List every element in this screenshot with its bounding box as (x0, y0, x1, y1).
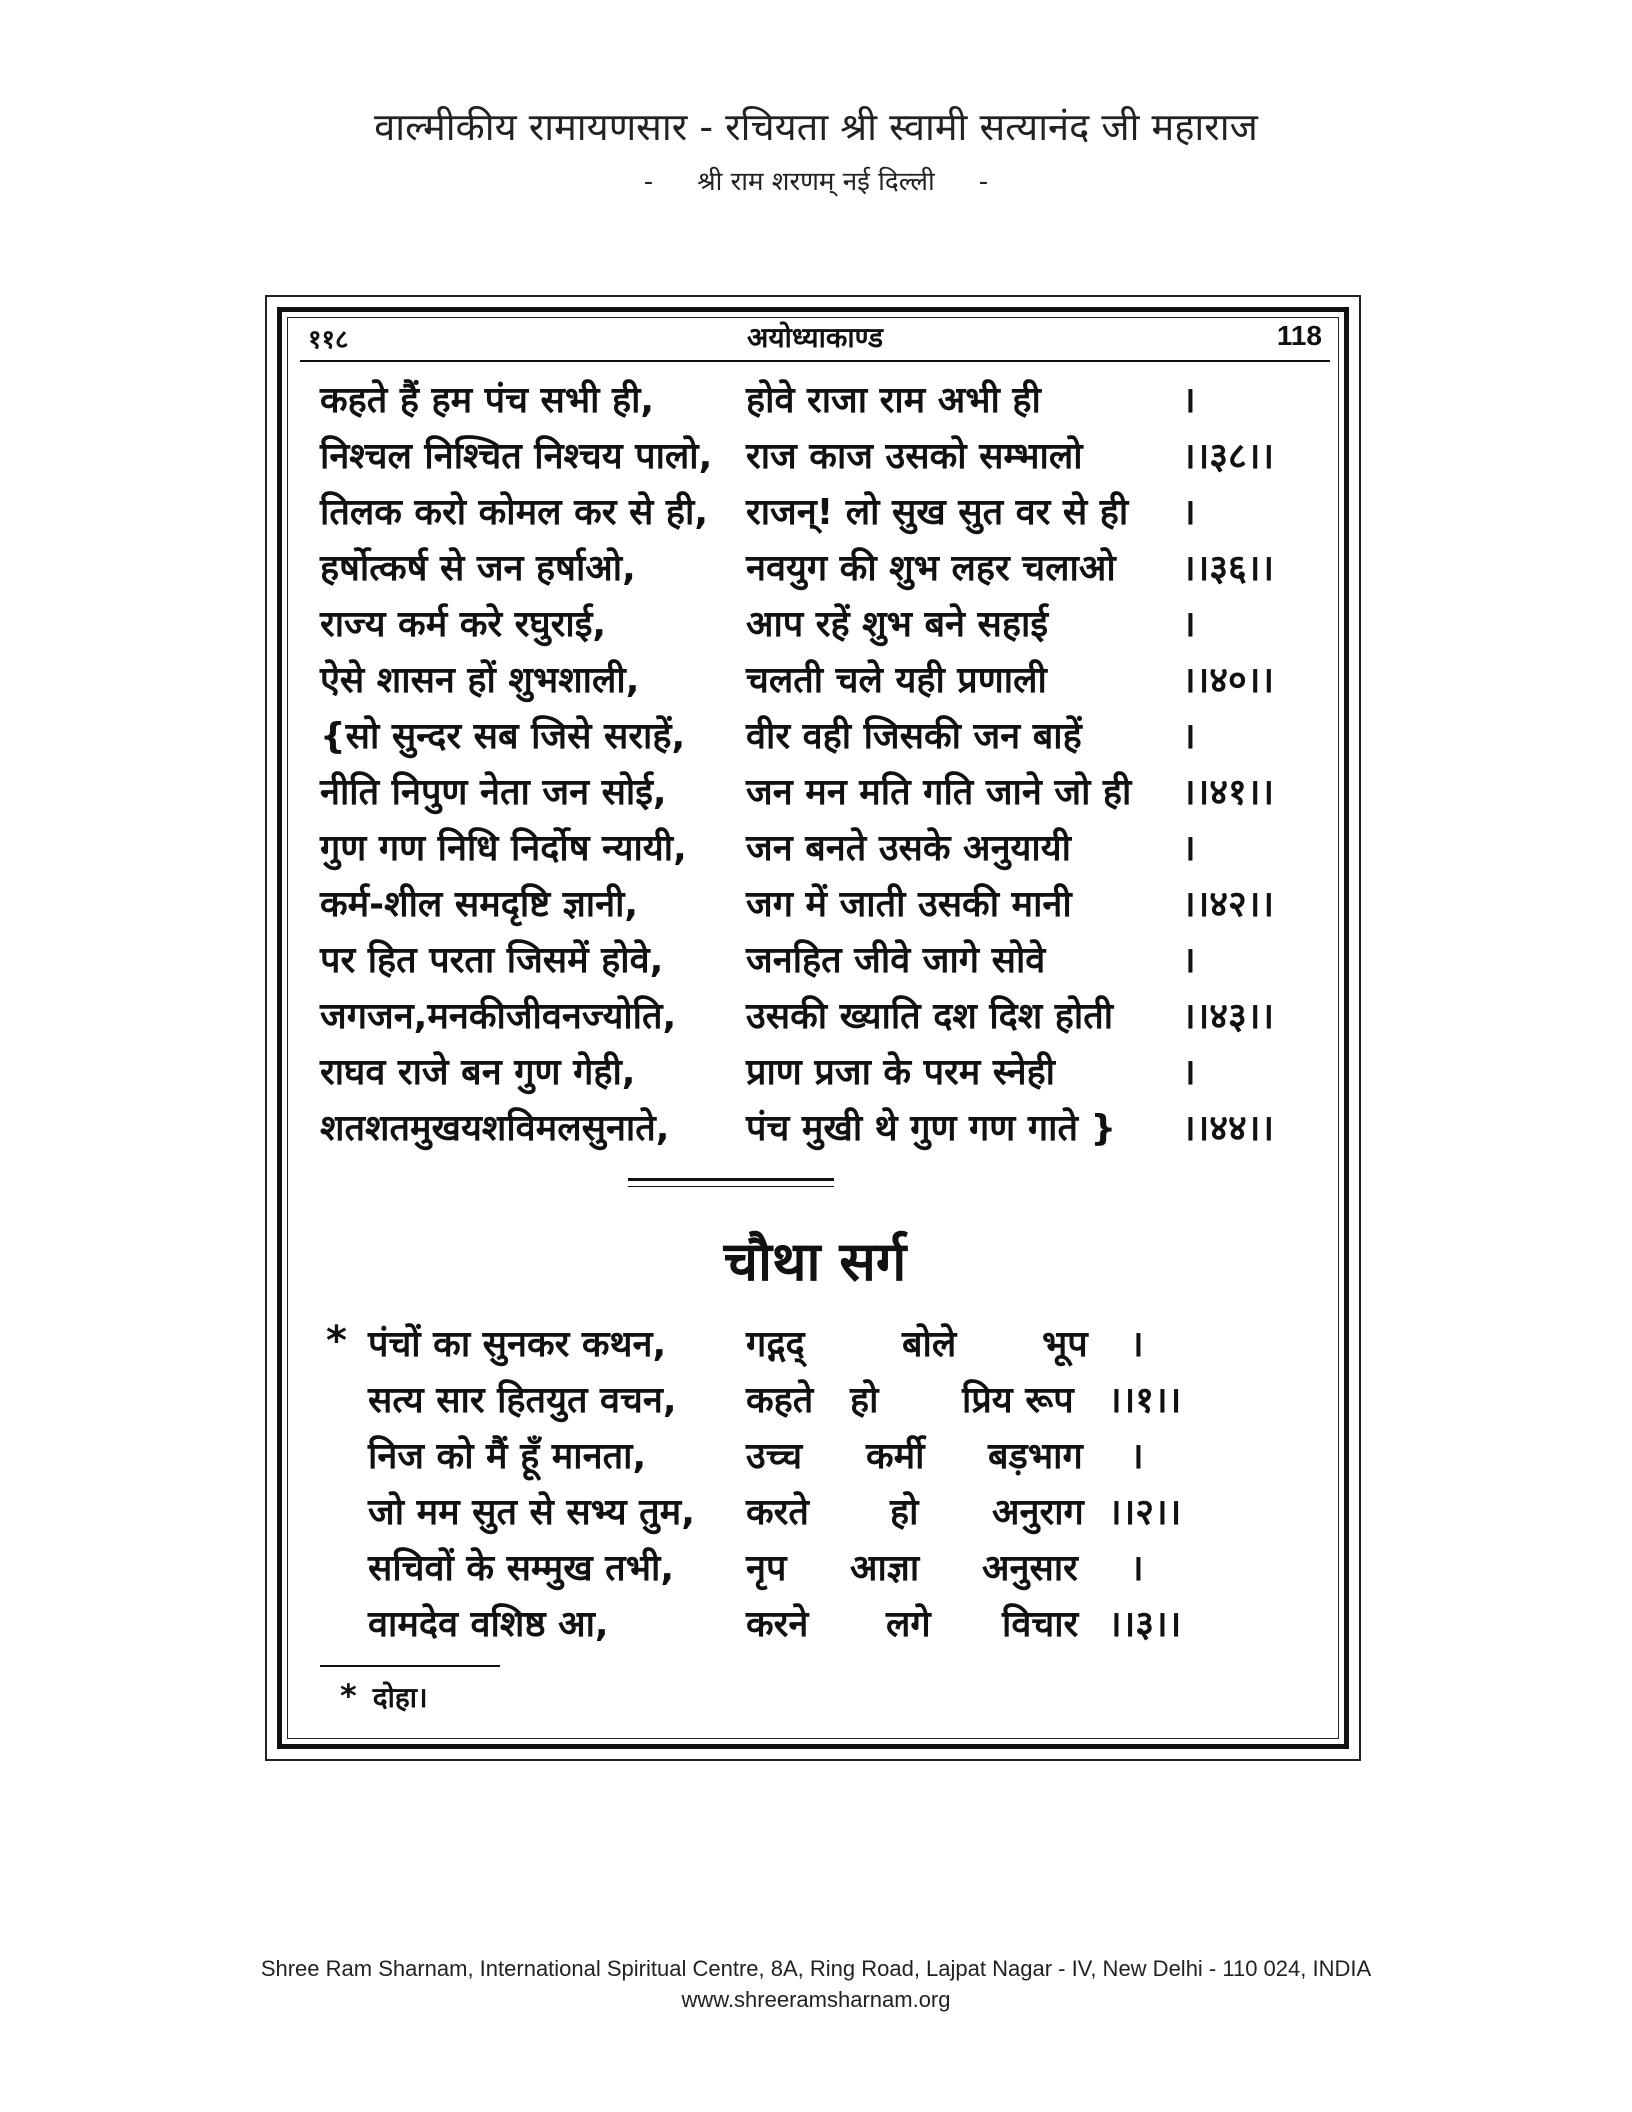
footnote-text: दोहा। (372, 1681, 428, 1714)
page-number-hindi: ११८ (308, 325, 349, 355)
doha-first-half: पंचों का सुनकर कथन, (368, 1324, 667, 1365)
verse-number: ।।४०।। (1182, 660, 1275, 701)
subtitle-dash-left: - (643, 167, 654, 197)
verse-first-half: जगजन,मनकीजीवनज्योति, (320, 996, 677, 1037)
verse-line (320, 990, 1320, 1040)
doha-word: करने (746, 1604, 809, 1645)
doha-word: बड़भाग (988, 1436, 1083, 1477)
verse-number: । (1182, 716, 1196, 757)
footnote-asterisk-icon: * (340, 1677, 357, 1715)
doha-word: नृप (746, 1548, 787, 1589)
doha-word: अनुसार (982, 1548, 1078, 1589)
verse-first-half: तिलक करो कोमल कर से ही, (320, 492, 708, 533)
verse-number: । (1182, 380, 1196, 421)
doha-line (368, 1542, 1368, 1592)
page-number-english: 118 (1276, 320, 1322, 351)
verse-line (320, 766, 1320, 816)
verse-number: ।।४१।। (1182, 772, 1275, 813)
doha-number: ।।३।। (1108, 1604, 1182, 1645)
subtitle-text: श्री राम शरणम् नई दिल्ली (697, 167, 935, 197)
footnote-rule (320, 1665, 500, 1667)
doha-word: प्रिय रूप (962, 1380, 1074, 1421)
verse-number: ।।४२।। (1182, 884, 1275, 925)
doha-word: आज्ञा (850, 1548, 920, 1589)
verse-first-half: निश्चल निश्चित निश्चय पालो, (320, 436, 713, 477)
verse-number: ।।४३।। (1182, 996, 1275, 1037)
verse-line (320, 542, 1320, 592)
verse-first-half: नीति निपुण नेता जन सोई, (320, 772, 667, 813)
verse-number: । (1182, 828, 1196, 869)
verse-second-half: जग में जाती उसकी मानी (746, 884, 1072, 925)
verse-line (320, 1046, 1320, 1096)
verse-line (320, 934, 1320, 984)
verse-first-half: {सो सुन्दर सब जिसे सराहें, (320, 716, 686, 757)
verse-first-half: राघव राजे बन गुण गेही, (320, 1052, 636, 1093)
page-running-head (300, 316, 1330, 356)
verse-line (320, 430, 1320, 480)
verse-first-half: शतशतमुखयशविमलसुनाते, (320, 1108, 670, 1149)
verse-number: । (1182, 940, 1196, 981)
verse-second-half: जनहित जीवे जागे सोवे (746, 940, 1046, 981)
verse-line (320, 710, 1320, 760)
doha-first-half: सचिवों के सम्मुख तभी, (368, 1548, 675, 1589)
verse-second-half: उसकी ख्याति दश दिश होती (746, 996, 1114, 1037)
doha-first-half: निज को मैं हूँ मानता, (368, 1436, 647, 1477)
doha-number: ।।२।। (1108, 1492, 1182, 1533)
publisher-address: Shree Ram Sharnam, International Spiritual Centre, 8A, Ring Road, Lajpat Nagar - IV, New Delhi - 110 024, INDIA (260, 1956, 1372, 1981)
verse-line (320, 598, 1320, 648)
section-separator-thick (628, 1178, 834, 1181)
doha-word: करते (746, 1492, 809, 1533)
doha-word: गद्गद् (746, 1324, 805, 1365)
verse-line (320, 654, 1320, 704)
doha-number: । (1130, 1324, 1144, 1365)
verse-first-half: ऐसे शासन हों शुभशाली, (320, 660, 640, 701)
doha-word: कर्मी (866, 1436, 925, 1477)
book-header-subtitle (0, 162, 1632, 198)
doha-word: बोले (902, 1324, 957, 1365)
sarga-heading: चौथा सर्ग (723, 1230, 907, 1293)
verse-second-half: राजन्! लो सुख सुत वर से ही (746, 492, 1129, 533)
book-header-title: वाल्मीकीय रामायणसार - रचियता श्री स्वामी सत्यानंद जी महाराज (374, 105, 1258, 149)
doha-first-half: वामदेव वशिष्ठ आ, (368, 1604, 609, 1645)
doha-word: उच्च (746, 1436, 803, 1477)
doha-first-half: जो मम सुत से सभ्य तुम, (368, 1492, 695, 1533)
verse-first-half: पर हित परता जिसमें होवे, (320, 940, 664, 981)
verse-number: । (1182, 1052, 1196, 1093)
doha-asterisk-icon: * (326, 1318, 347, 1364)
verse-second-half: जन मन मति गति जाने जो ही (746, 772, 1132, 813)
verse-first-half: कर्म-शील समदृष्टि ज्ञानी, (320, 884, 639, 925)
verse-second-half: राज काज उसको सम्भालो (746, 436, 1083, 477)
verse-first-half: हर्षोत्कर्ष से जन हर्षाओ, (320, 548, 636, 589)
kanda-title: अयोध्याकाण्ड (747, 321, 883, 354)
verse-second-half: नवयुग की शुभ लहर चलाओ (746, 548, 1116, 589)
verse-second-half: चलती चले यही प्रणाली (746, 660, 1047, 701)
footnote (340, 1677, 428, 1716)
doha-line (368, 1598, 1368, 1648)
doha-number: । (1130, 1548, 1144, 1589)
verse-line (320, 1102, 1320, 1152)
verse-number: ।।३६।। (1182, 548, 1275, 589)
doha-line (368, 1486, 1368, 1536)
verse-number: । (1182, 492, 1196, 533)
doha-number: । (1130, 1436, 1144, 1477)
verse-first-half: गुण गण निधि निर्दोष न्यायी, (320, 828, 687, 869)
doha-word: हो (890, 1492, 919, 1533)
doha-word: हो (850, 1380, 879, 1421)
subtitle-dash-right: - (978, 167, 989, 197)
doha-number: ।।१।। (1108, 1380, 1182, 1421)
doha-word: कहते (746, 1380, 814, 1421)
doha-line (368, 1430, 1368, 1480)
verse-line (320, 374, 1320, 424)
doha-line (368, 1374, 1368, 1424)
verse-second-half: पंच मुखी थे गुण गण गाते } (746, 1108, 1117, 1149)
doha-word: विचार (1002, 1604, 1079, 1645)
doha-word: भूप (1042, 1324, 1088, 1365)
section-separator-thin (628, 1186, 834, 1187)
doha-word: अनुराग (992, 1492, 1084, 1533)
verse-line (320, 486, 1320, 536)
verse-second-half: वीर वही जिसकी जन बाहें (746, 716, 1082, 757)
verse-first-half: राज्य कर्म करे रघुराई, (320, 604, 607, 645)
verse-first-half: कहते हैं हम पंच सभी ही, (320, 380, 655, 421)
verse-number: ।।४४।। (1182, 1108, 1275, 1149)
publisher-website-link[interactable]: www.shreeramsharnam.org (681, 1987, 951, 2012)
verse-number: ।।३८।। (1182, 436, 1275, 477)
verse-second-half: प्राण प्रजा के परम स्नेही (746, 1052, 1056, 1093)
verse-second-half: जन बनते उसके अनुयायी (746, 828, 1071, 869)
running-head-rule (300, 360, 1330, 362)
verse-second-half: आप रहें शुभ बने सहाई (746, 604, 1048, 645)
verse-number: । (1182, 604, 1196, 645)
doha-word: लगे (886, 1604, 931, 1645)
doha-line (368, 1318, 1368, 1368)
verse-line (320, 878, 1320, 928)
verse-second-half: होवे राजा राम अभी ही (746, 380, 1041, 421)
doha-first-half: सत्य सार हितयुत वचन, (368, 1380, 677, 1421)
verse-line (320, 822, 1320, 872)
